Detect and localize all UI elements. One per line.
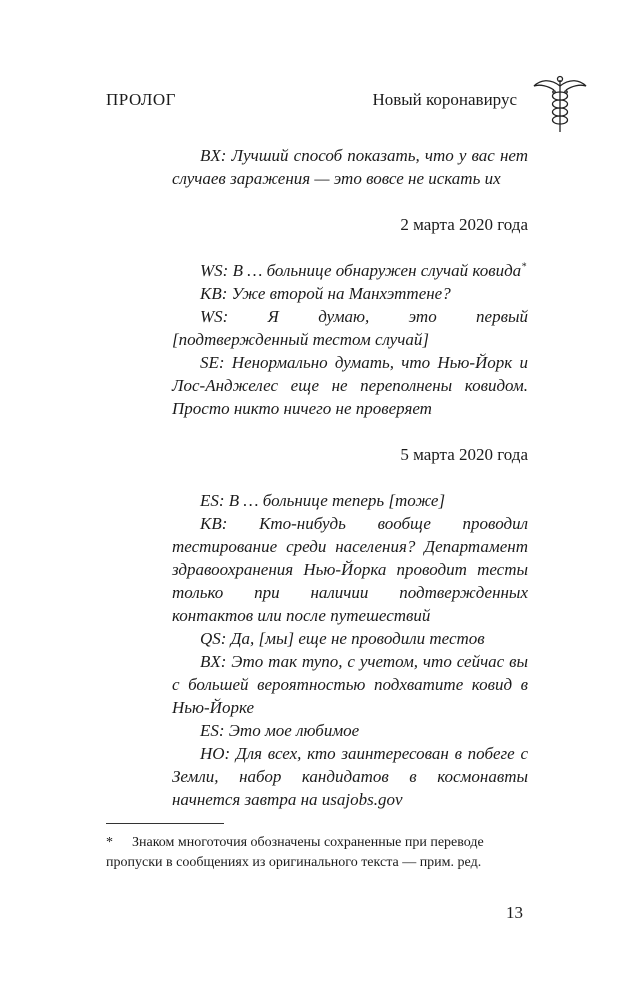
message-bx-2: BX: Это так тупо, с учетом, что сейчас вы с большей вероятностью подхватите ковид в Нью-Йорке — [172, 652, 528, 717]
footnote-divider — [106, 823, 224, 824]
message-bx-1: BX: Лучший способ показать, что у вас нет случаев заражения — это вовсе не искать их — [172, 146, 528, 188]
message-es-1: ES: В … больнице теперь [тоже] — [200, 491, 446, 510]
date-heading-march-2: 2 марта 2020 года — [400, 215, 528, 234]
message-es-2: ES: Это мое любимое — [200, 721, 360, 740]
message-ws-1 — [172, 259, 528, 282]
footnote-reference: * — [521, 261, 527, 273]
footnote-text: Знаком многоточия обозначены сохраненные при переводе пропуски в сообщениях из оригинального текста — прим. ред. — [106, 835, 484, 870]
caduceus-icon — [532, 74, 588, 134]
footnote-mark: * — [106, 835, 113, 850]
message-kb-1: KB: Уже второй на Манхэттене? — [200, 284, 451, 303]
message-qs-1: QS: Да, [мы] еще не проводили тестов — [200, 629, 485, 648]
chat-transcript — [172, 144, 528, 811]
running-header-title: Новый коронавирус — [372, 90, 517, 109]
date-heading-march-5: 5 марта 2020 года — [400, 445, 528, 464]
message-se-1: SE: Ненормально думать, что Нью-Йорк и Лос-Анджелес еще не переполнены ковидом. Просто никто ничего не проверяет — [172, 353, 528, 418]
message-ho-1: HO: Для всех, кто заинтересован в побеге с Земли, набор кандидатов в космонавты начнется завтра на usajobs.gov — [172, 744, 528, 809]
message-kb-2: KB: Кто-нибудь вообще проводил тестирование среди населения? Департамент здравоохранения Нью-Йорка проводит тесты только при наличии подтвержденных контактов или после путешествий — [172, 514, 528, 625]
footnote — [106, 833, 528, 873]
running-header-chapter: ПРОЛОГ — [106, 90, 177, 109]
message-ws-2: WS: Я думаю, это первый [подтвержденный тестом случай] — [172, 307, 528, 349]
message-ws-1-text: WS: В … больнице обнаружен случай ковида — [200, 261, 522, 280]
page-number: 13 — [506, 903, 523, 922]
